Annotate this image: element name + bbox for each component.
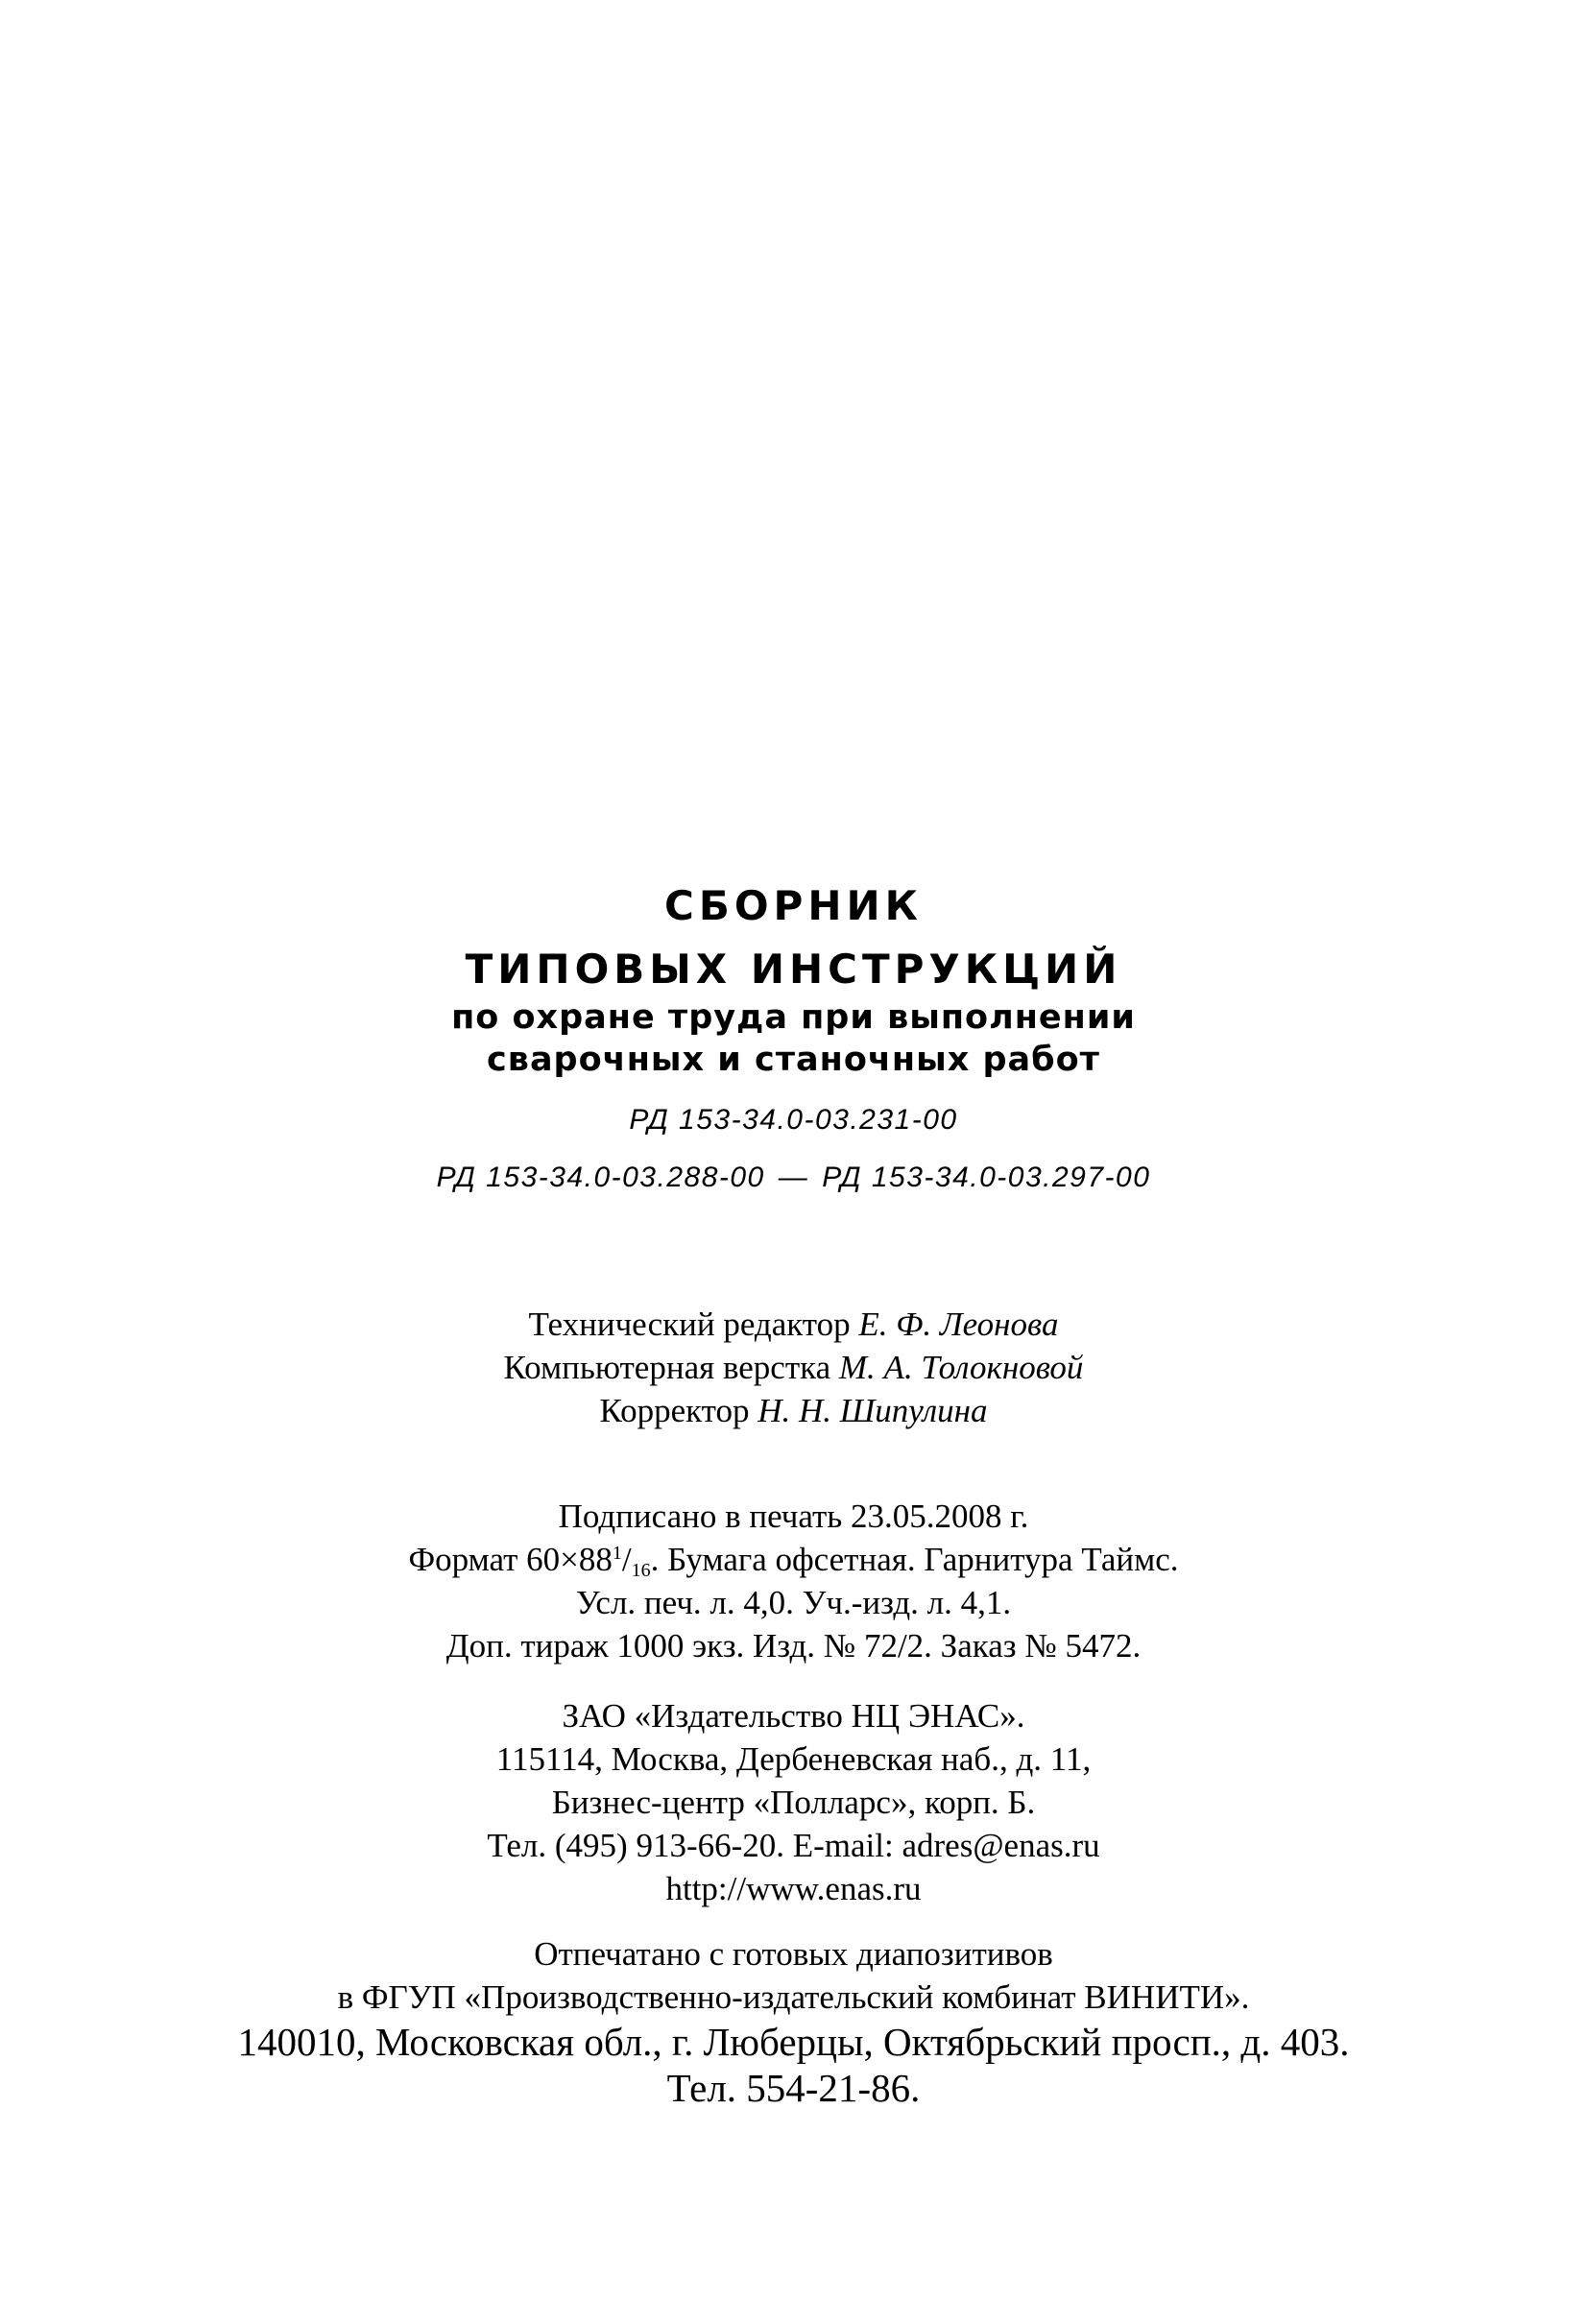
tech-editor-name: Е. Ф. Леонова [858,1306,1059,1343]
format-fraction-numerator: 1 [612,1543,622,1564]
book-title-block [0,881,1587,1081]
publisher-name: ЗАО «Издательство НЦ ЭНАС». [562,1697,1025,1735]
printed-sheets: Усл. печ. л. 4,0. Уч.-изд. л. 4,1. [575,1584,1012,1621]
document-codes [0,1101,1587,1197]
signed-for-print: Подписано в печать 23.05.2008 г. [558,1497,1029,1535]
print-info-block [0,1495,1587,1667]
format-suffix: . Бумага офсетная. Гарнитура Таймс. [650,1541,1179,1578]
range-dash: — [778,1162,809,1193]
printer-line-2: в ФГУП «Производственно-издательский комбинат ВИНИТИ». [337,1978,1250,2016]
publisher-address-2: Бизнес-центр «Полларс», корп. Б. [551,1784,1036,1821]
printer-address: 140010, Московская обл., г. Люберцы, Октябрьский просп., д. 403. [237,2020,1350,2064]
proofreader-line [0,1389,1587,1432]
format-prefix: Формат 60×88 [408,1541,613,1578]
layout-line [0,1346,1587,1389]
format-fraction-slash: / [621,1541,632,1578]
printer-line-1: Отпечатано с готовых диапозитивов [534,1935,1053,1973]
subtitle-line-2: сварочных и станочных работ [487,1041,1100,1079]
format-fraction-denominator: 16 [631,1560,651,1581]
tech-editor-line [0,1303,1587,1346]
publisher-block [0,1694,1587,1910]
print-run: Доп. тираж 1000 экз. Изд. № 72/2. Заказ № 5472. [445,1627,1142,1665]
proofreader-label: Корректор [599,1392,750,1429]
document-code-range-end: РД 153-34.0-03.297-00 [822,1162,1151,1193]
printer-phone: Тел. 554-21-86. [666,2066,921,2110]
document-code-1: РД 153-34.0-03.231-00 [629,1104,958,1136]
publisher-address-1: 115114, Москва, Дербеневская наб., д. 11, [495,1740,1092,1778]
proofreader-name: Н. Н. Шипулина [757,1392,988,1429]
title-line-typical-instructions: ТИПОВЫХ ИНСТРУКЦИЙ [465,946,1122,993]
printer-block [0,1932,1587,2111]
format-line [0,1538,1587,1581]
tech-editor-label: Технический редактор [528,1306,851,1343]
publisher-website: http://www.enas.ru [665,1870,922,1907]
document-code-range-start: РД 153-34.0-03.288-00 [436,1162,765,1193]
subtitle-line-1: по охране труда при выполнении [451,998,1136,1037]
publisher-contacts: Тел. (495) 913-66-20. E-mail: adres@enas.ru [487,1827,1100,1864]
document-code-range [0,1159,1587,1197]
title-line-collection: СБОРНИК [664,882,923,929]
layout-name: М. А. Толокновой [838,1349,1084,1386]
credits-block [0,1303,1587,1432]
layout-label: Компьютерная верстка [503,1349,831,1386]
